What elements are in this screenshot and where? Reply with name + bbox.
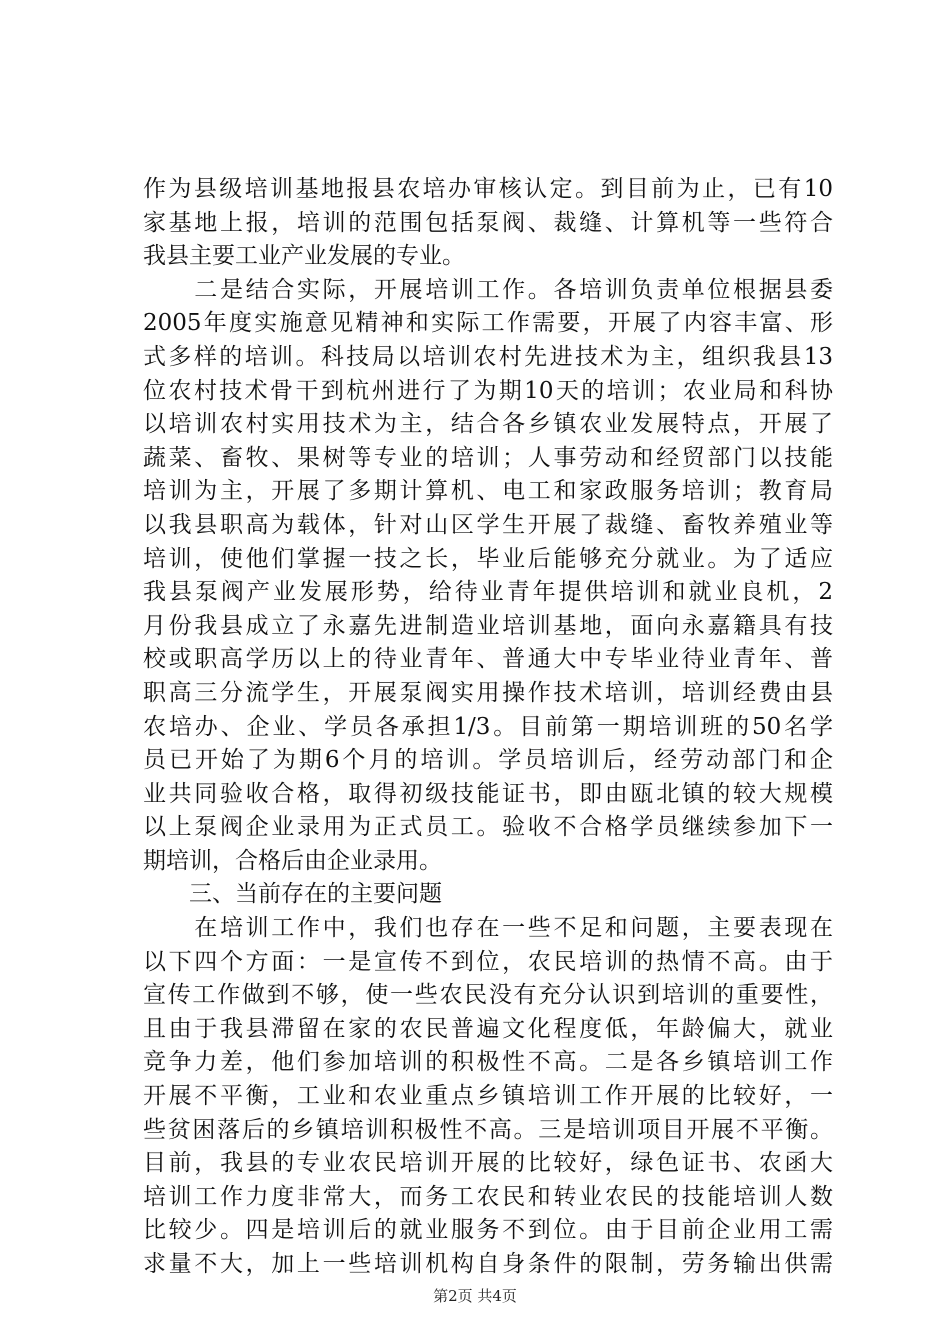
text-line: 以我县职高为载体，针对山区学生开展了裁缝、畜牧养殖业等 [143,511,833,538]
text-line: 我县主要工业产业发展的专业。 [143,243,465,270]
text-line: 家基地上报，培训的范围包括泵阀、裁缝、计算机等一些符合 [143,209,833,236]
text-line: 农培办、企业、学员各承担1/3。目前第一期培训班的50名学 [143,713,833,740]
document-body [143,173,833,1282]
text-line: 我县泵阀产业发展形势，给待业青年提供培训和就业良机，2 [143,579,833,606]
text-line: 月份我县成立了永嘉先进制造业培训基地，面向永嘉籍具有技 [143,612,833,639]
text-line: 比较少。四是培训后的就业服务不到位。由于目前企业用工需 [143,1217,833,1244]
text-line: 培训工作力度非常大，而务工农民和转业农民的技能培训人数 [143,1183,833,1210]
text-line: 培训为主，开展了多期计算机、电工和家政服务培训；教育局 [143,478,833,505]
text-line: 且由于我县滞留在家的农民普遍文化程度低，年龄偏大，就业 [143,1015,833,1042]
text-line: 竞争力差，他们参加培训的积极性不高。二是各乡镇培训工作 [143,1049,833,1076]
text-line: 位农村技术骨干到杭州进行了为期10天的培训；农业局和科协 [143,377,833,404]
text-line: 以下四个方面：一是宣传不到位，农民培训的热情不高。由于 [143,948,833,975]
text-line: 以培训农村实用技术为主，结合各乡镇农业发展特点，开展了 [143,411,833,438]
text-line: 式多样的培训。科技局以培训农村先进技术为主，组织我县13 [143,343,833,370]
text-line: 些贫困落后的乡镇培训积极性不高。三是培训项目开展不平衡。 [143,1116,833,1143]
text-line: 校或职高学历以上的待业青年、普通大中专毕业待业青年、普 [143,646,833,673]
text-line: 业共同验收合格，取得初级技能证书，即由瓯北镇的较大规模 [143,780,833,807]
text-line: 宣传工作做到不够，使一些农民没有充分认识到培训的重要性， [143,982,833,1009]
text-line: 以上泵阀企业录用为正式员工。验收不合格学员继续参加下一 [143,814,833,841]
text-line: 在培训工作中，我们也存在一些不足和问题，主要表现在 [143,915,833,942]
text-line: 培训，使他们掌握一技之长，毕业后能够充分就业。为了适应 [143,545,833,572]
text-line: 作为县级培训基地报县农培办审核认定。到目前为止，已有10 [143,176,833,202]
text-line: 目前，我县的专业农民培训开展的比较好，绿色证书、农函大 [143,1150,833,1177]
page-footer: 第2页 共4页 [433,1287,517,1305]
text-line: 蔬菜、畜牧、果树等专业的培训；人事劳动和经贸部门以技能 [143,444,833,471]
text-line: 职高三分流学生，开展泵阀实用操作技术培训，培训经费由县 [143,679,833,706]
text-line: 开展不平衡，工业和农业重点乡镇培训工作开展的比较好，一 [143,1083,833,1110]
text-line: 2005年度实施意见精神和实际工作需要，开展了内容丰富、形 [143,310,833,337]
text-line: 员已开始了为期6个月的培训。学员培训后，经劳动部门和企 [143,747,833,774]
text-line: 求量不大，加上一些培训机构自身条件的限制，劳务输出供需 [143,1251,833,1277]
text-line: 二是结合实际，开展培训工作。各培训负责单位根据县委 [143,276,833,303]
text-line: 期培训，合格后由企业录用。 [143,847,442,874]
text-line: 三、当前存在的主要问题 [143,881,442,908]
